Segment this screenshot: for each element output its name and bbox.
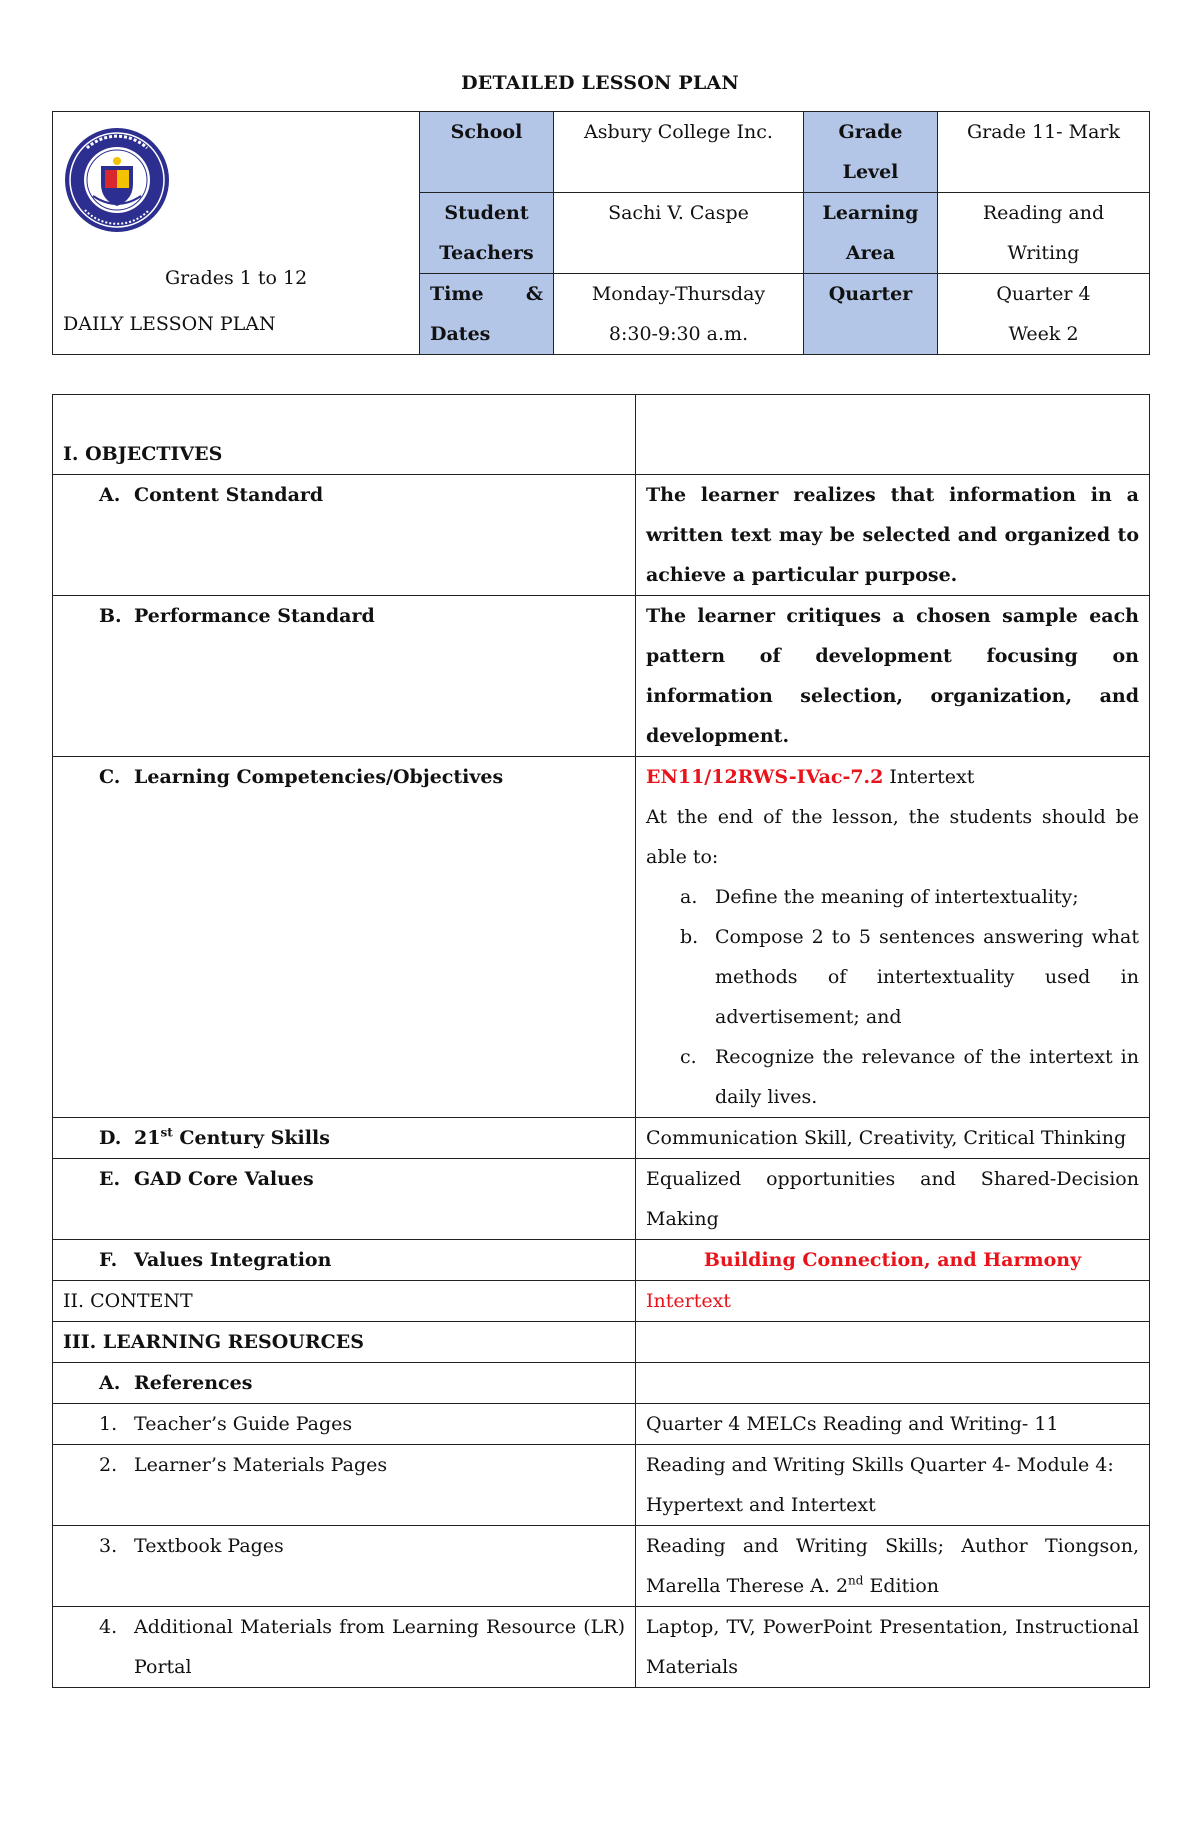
- century-sup: st: [160, 1125, 173, 1140]
- learners-materials-line2: Hypertext and Intertext: [646, 1494, 876, 1516]
- item-number: 2.: [99, 1454, 118, 1476]
- list-marker: a.: [680, 886, 698, 908]
- area-value-line2: Writing: [1007, 242, 1080, 264]
- table-row: [53, 1526, 1150, 1607]
- learning-area-value: [938, 193, 1150, 274]
- additional-materials-label: [53, 1607, 636, 1688]
- grade-label-line2: Level: [842, 161, 899, 183]
- item-number: 1.: [99, 1413, 118, 1435]
- performance-standard-text: Performance Standard: [134, 605, 375, 627]
- table-row: [53, 1322, 1150, 1363]
- time-label: Time: [430, 283, 484, 305]
- logo-cell: [53, 112, 420, 355]
- content-value: Intertext: [636, 1281, 1150, 1322]
- quarter-value-line1: Quarter 4: [996, 283, 1091, 305]
- references-label: [53, 1363, 636, 1404]
- century-skills-value: Communication Skill, Creativity, Critical Thinking: [636, 1118, 1150, 1159]
- textbook-text: Textbook Pages: [134, 1535, 284, 1557]
- list-item-cont: [646, 1077, 1139, 1117]
- competencies-text: Learning Competencies/Objectives: [134, 766, 504, 788]
- list-item-cont: [646, 957, 1139, 997]
- item-number: 3.: [99, 1535, 118, 1557]
- additional-materials-line1: Additional Materials from Learning Resource (LR): [134, 1616, 625, 1638]
- competency-code: EN11/12RWS-IVac-7.2: [646, 766, 884, 788]
- empty-cell: [636, 1363, 1150, 1404]
- list-marker: b.: [680, 926, 699, 948]
- area-value-line1: Reading and: [982, 202, 1105, 224]
- century-number: 21: [134, 1127, 161, 1149]
- table-row: [53, 475, 1150, 596]
- table-row: [53, 1240, 1150, 1281]
- quarter-label: Quarter: [804, 274, 938, 355]
- content-standard-value: The learner realizes that information in a written text may be selected and organized to achieve a particular purpose.: [636, 475, 1150, 596]
- learners-materials-line1: Reading and Writing Skills Quarter 4- Module 4:: [646, 1454, 1114, 1476]
- competency-intro: At the end of the lesson, the students should be able to:: [646, 806, 1139, 868]
- letter-a: A.: [99, 484, 121, 506]
- century-skills-text: Century Skills: [172, 1127, 330, 1149]
- table-row: [53, 757, 1150, 1118]
- list-item-text: daily lives.: [715, 1086, 818, 1108]
- student-label-line1: Student: [444, 202, 529, 224]
- list-item-text: Compose 2 to 5 sentences answering what: [715, 926, 1139, 948]
- letter-a: A.: [99, 1372, 121, 1394]
- grade-level-value: Grade 11- Mark: [938, 112, 1150, 193]
- textbook-label: [53, 1526, 636, 1607]
- grades-label: Grades 1 to 12: [165, 267, 308, 289]
- student-label-line2: Teachers: [439, 242, 534, 264]
- student-teachers-value: Sachi V. Caspe: [554, 193, 804, 274]
- grade-level-label: [804, 112, 938, 193]
- competencies-label: [53, 757, 636, 1118]
- student-teachers-label: [420, 193, 554, 274]
- table-row: [53, 596, 1150, 757]
- list-item-cont: [646, 997, 1139, 1037]
- list-marker: c.: [680, 1046, 697, 1068]
- gad-values-line2: Making: [646, 1208, 719, 1230]
- list-item-text: Recognize the relevance of the intertext in: [715, 1046, 1139, 1068]
- list-item-text: methods of intertextuality used in: [715, 966, 1139, 988]
- area-label-line1: Learning: [822, 202, 919, 224]
- list-item-text: Define the meaning of intertextuality;: [715, 886, 1079, 908]
- learners-materials-label: [53, 1445, 636, 1526]
- table-row: [53, 1118, 1150, 1159]
- textbook-line1: Reading and Writing Skills; Author Tiongson,: [646, 1535, 1139, 1557]
- additional-materials-value-line1: Laptop, TV, PowerPoint Presentation, Instructional: [646, 1616, 1139, 1638]
- resources-heading: III. LEARNING RESOURCES: [53, 1322, 636, 1363]
- additional-materials-line2: Portal: [134, 1656, 192, 1678]
- empty-cell: [636, 1322, 1150, 1363]
- letter-d: D.: [99, 1127, 122, 1149]
- content-standard-label: [53, 475, 636, 596]
- table-row: [53, 1404, 1150, 1445]
- additional-materials-value-line2: Materials: [646, 1656, 738, 1678]
- area-label-line2: Area: [845, 242, 896, 264]
- values-integration-label: [53, 1240, 636, 1281]
- school-label: School: [420, 112, 554, 193]
- performance-standard-label: [53, 596, 636, 757]
- gad-values-text: GAD Core Values: [134, 1168, 314, 1190]
- time-dates-value: [554, 274, 804, 355]
- textbook-line2-post: Edition: [863, 1575, 940, 1597]
- time-value-line1: Monday-Thursday: [591, 283, 766, 305]
- table-row: [53, 1445, 1150, 1526]
- letter-b: B.: [99, 605, 122, 627]
- ampersand-label: &: [525, 283, 543, 305]
- table-row: [53, 1159, 1150, 1240]
- table-row: [53, 1607, 1150, 1688]
- header-table: [52, 111, 1150, 355]
- list-item: [646, 1037, 1139, 1077]
- values-integration-value: Building Connection, and Harmony: [636, 1240, 1150, 1281]
- competency-code-suffix: Intertext: [883, 766, 975, 788]
- gad-values-label: [53, 1159, 636, 1240]
- grade-label-line1: Grade: [838, 121, 903, 143]
- letter-c: C.: [99, 766, 121, 788]
- gad-values-value: [636, 1159, 1150, 1240]
- teachers-guide-text: Teacher’s Guide Pages: [134, 1413, 353, 1435]
- lesson-plan-table: [52, 394, 1150, 1688]
- learning-area-label: [804, 193, 938, 274]
- quarter-value-line2: Week 2: [1008, 323, 1079, 345]
- page-title: DETAILED LESSON PLAN: [461, 72, 739, 94]
- objectives-heading: I. OBJECTIVES: [53, 395, 636, 475]
- gad-values-line1: Equalized opportunities and Shared-Decision: [646, 1168, 1139, 1190]
- daily-lesson-plan-label: DAILY LESSON PLAN: [63, 313, 276, 335]
- textbook-line2: [646, 1566, 1139, 1606]
- list-item: [646, 917, 1139, 957]
- deped-seal-icon: [63, 126, 171, 234]
- additional-materials-value: [636, 1607, 1150, 1688]
- list-item-text: advertisement; and: [715, 1006, 902, 1028]
- content-standard-text: Content Standard: [134, 484, 324, 506]
- teachers-guide-label: [53, 1404, 636, 1445]
- list-item: [646, 877, 1139, 917]
- table-row: [53, 1363, 1150, 1404]
- item-number: 4.: [99, 1616, 118, 1638]
- letter-e: E.: [99, 1168, 121, 1190]
- textbook-line2-pre: Marella Therese A. 2: [646, 1575, 849, 1597]
- content-heading: II. CONTENT: [53, 1281, 636, 1322]
- textbook-value: [636, 1526, 1150, 1607]
- table-row: [53, 395, 1150, 475]
- dates-label: Dates: [430, 323, 491, 345]
- table-row: [53, 1281, 1150, 1322]
- competencies-value: [636, 757, 1150, 1118]
- century-skills-label: [53, 1118, 636, 1159]
- values-integration-text: Values Integration: [134, 1249, 332, 1271]
- time-value-line2: 8:30-9:30 a.m.: [608, 323, 749, 345]
- empty-cell: [636, 395, 1150, 475]
- textbook-sup: nd: [848, 1573, 864, 1588]
- quarter-value: [938, 274, 1150, 355]
- learners-materials-value: [636, 1445, 1150, 1526]
- teachers-guide-value: Quarter 4 MELCs Reading and Writing- 11: [636, 1404, 1150, 1445]
- time-dates-label: [420, 274, 554, 355]
- learners-materials-text: Learner’s Materials Pages: [134, 1454, 388, 1476]
- school-value: Asbury College Inc.: [554, 112, 804, 193]
- performance-standard-value: The learner critiques a chosen sample each pattern of development focusing on information selection, organization, and development.: [636, 596, 1150, 757]
- references-text: References: [134, 1372, 253, 1394]
- letter-f: F.: [99, 1249, 118, 1271]
